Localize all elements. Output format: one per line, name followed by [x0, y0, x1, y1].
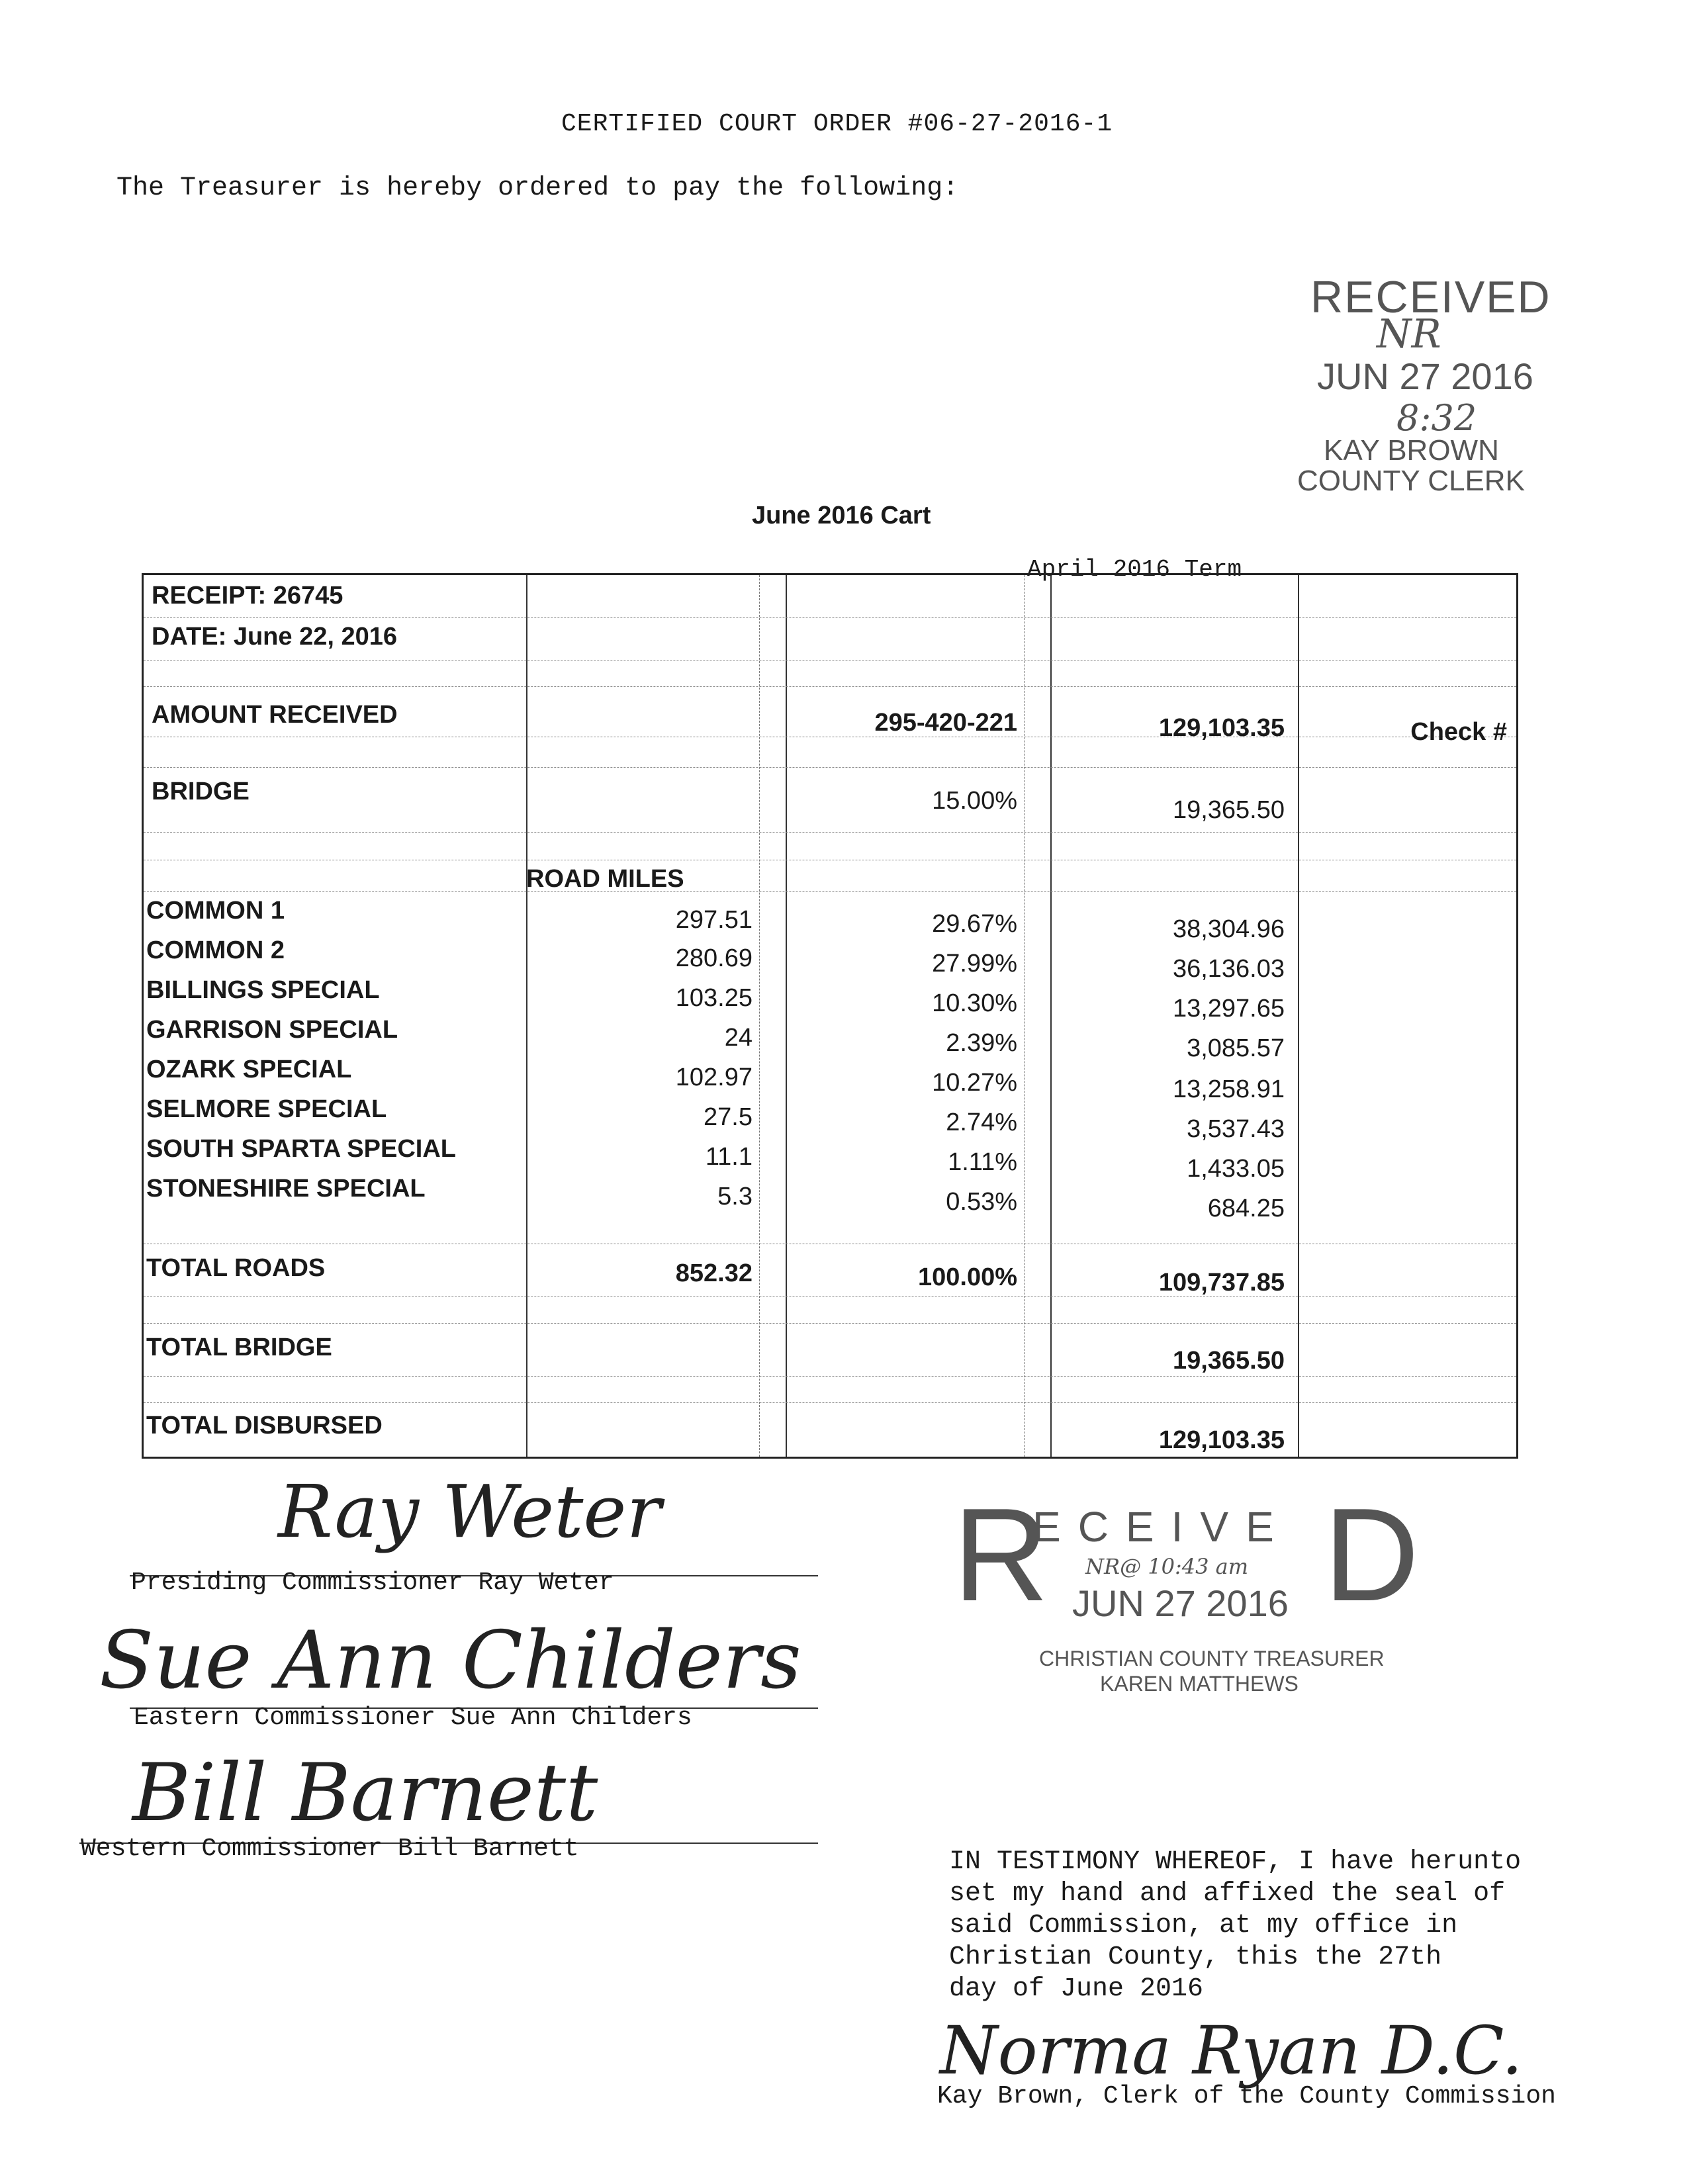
road-percent: 0.53% [946, 1188, 1017, 1216]
total-disbursed-amount: 129,103.35 [1158, 1426, 1285, 1454]
signature-ray-weter: Ray Weter [278, 1469, 662, 1554]
testimony-line: IN TESTIMONY WHEREOF, I have herunto [949, 1847, 1522, 1877]
western-commissioner-caption: Western Commissioner Bill Barnett [81, 1835, 579, 1863]
column-divider [1298, 575, 1299, 1457]
total-roads-label: TOTAL ROADS [146, 1254, 326, 1282]
column-divider [526, 575, 527, 1457]
road-label: SOUTH SPARTA SPECIAL [146, 1135, 456, 1163]
road-amount: 13,258.91 [1172, 1075, 1285, 1103]
road-label: BILLINGS SPECIAL [146, 976, 380, 1004]
total-disbursed-label: TOTAL DISBURSED [146, 1412, 383, 1439]
eastern-commissioner-caption: Eastern Commissioner Sue Ann Childers [134, 1704, 692, 1732]
bridge-percent: 15.00% [932, 787, 1017, 815]
stamp-word: RECEIVED [1310, 272, 1551, 322]
stamp-handwritten-note: NR@ 10:43 am [1085, 1554, 1249, 1579]
road-amount: 684.25 [1207, 1195, 1285, 1222]
road-amount: 13,297.65 [1172, 995, 1285, 1023]
amount-received-value: 129,103.35 [1158, 714, 1285, 742]
road-label: COMMON 1 [146, 897, 285, 925]
document-title: CERTIFIED COURT ORDER #06-27-2016-1 [561, 110, 1113, 138]
total-roads-percent: 100.00% [917, 1263, 1017, 1291]
amount-received-label: AMOUNT RECEIVED [152, 701, 398, 729]
road-label: STONESHIRE SPECIAL [146, 1175, 426, 1203]
road-miles: 103.25 [675, 984, 753, 1012]
road-amount: 1,433.05 [1187, 1155, 1285, 1183]
road-label: SELMORE SPECIAL [146, 1095, 387, 1123]
road-amount: 3,085.57 [1187, 1034, 1285, 1062]
total-roads-amount: 109,737.85 [1158, 1269, 1285, 1297]
stamp-office: CHRISTIAN COUNTY TREASURER [1039, 1647, 1385, 1670]
stamp-letter-r: R [953, 1481, 1049, 1629]
stamp-time: 8:32 [1396, 397, 1477, 439]
road-percent: 10.27% [932, 1069, 1017, 1097]
received-stamp-treasurer [953, 1481, 1420, 1696]
receipt-number: RECEIPT: 26745 [152, 582, 343, 610]
total-bridge-label: TOTAL BRIDGE [146, 1334, 332, 1361]
column-divider [1024, 575, 1025, 1457]
signature-bill-barnett: Bill Barnett [132, 1747, 598, 1839]
road-amount: 38,304.96 [1172, 915, 1285, 943]
cart-title: June 2016 Cart [752, 502, 931, 529]
receipt-date: DATE: June 22, 2016 [152, 623, 398, 651]
stamp-name: KAY BROWN [1324, 434, 1499, 467]
road-label: GARRISON SPECIAL [146, 1016, 398, 1044]
stamp-word: ECEIVE [1032, 1503, 1291, 1551]
road-miles: 5.3 [717, 1183, 753, 1210]
account-number: 295-420-221 [874, 709, 1017, 737]
road-miles-header: ROAD MILES [526, 865, 684, 893]
road-amount: 36,136.03 [1172, 955, 1285, 983]
clerk-caption: Kay Brown, Clerk of the County Commission [937, 2082, 1556, 2111]
testimony-line: said Commission, at my office in [949, 1911, 1458, 1940]
column-divider [1050, 575, 1052, 1457]
road-label: COMMON 2 [146, 936, 285, 964]
stamp-date: JUN 27 2016 [1317, 355, 1533, 397]
road-miles: 297.51 [675, 906, 753, 934]
road-miles: 280.69 [675, 944, 753, 972]
total-bridge-amount: 19,365.50 [1172, 1347, 1285, 1375]
road-miles: 102.97 [675, 1064, 753, 1091]
road-miles: 11.1 [705, 1143, 753, 1171]
stamp-name: KAREN MATTHEWS [1100, 1672, 1299, 1696]
testimony-paragraph [949, 1846, 1611, 2005]
ledger-table [142, 573, 1518, 1459]
road-amount: 3,537.43 [1187, 1115, 1285, 1143]
road-miles: 27.5 [704, 1103, 753, 1131]
total-roads-miles: 852.32 [675, 1259, 753, 1287]
road-miles: 24 [724, 1024, 753, 1052]
road-percent: 2.74% [946, 1109, 1017, 1136]
road-percent: 27.99% [932, 950, 1017, 978]
signature-sue-ann-childers: Sue Ann Childers [99, 1615, 801, 1707]
signature-clerk: Norma Ryan D.C. [940, 2012, 1523, 2089]
check-number-label: Check # [1410, 718, 1507, 746]
column-divider [786, 575, 787, 1457]
column-divider [759, 575, 760, 1457]
road-percent: 2.39% [946, 1029, 1017, 1057]
presiding-commissioner-caption: Presiding Commissioner Ray Weter [131, 1569, 614, 1597]
stamp-date: JUN 27 2016 [1072, 1582, 1289, 1624]
term-label: April 2016 Term [1027, 556, 1242, 583]
testimony-line: Christian County, this the 27th [949, 1942, 1442, 1972]
road-percent: 10.30% [932, 989, 1017, 1017]
stamp-letter-d: D [1324, 1481, 1420, 1629]
testimony-line: set my hand and affixed the seal of [949, 1879, 1506, 1909]
road-percent: 1.11% [948, 1148, 1017, 1176]
road-label: OZARK SPECIAL [146, 1056, 352, 1083]
bridge-amount: 19,365.50 [1172, 796, 1285, 824]
road-percent: 29.67% [932, 910, 1017, 938]
stamp-initials: NR [1377, 311, 1441, 357]
stamp-office: COUNTY CLERK [1297, 465, 1525, 497]
received-stamp-clerk [1284, 271, 1562, 496]
bridge-label: BRIDGE [152, 778, 250, 805]
document-intro: The Treasurer is hereby ordered to pay the following: [116, 173, 959, 203]
testimony-line: day of June 2016 [949, 1974, 1204, 2004]
